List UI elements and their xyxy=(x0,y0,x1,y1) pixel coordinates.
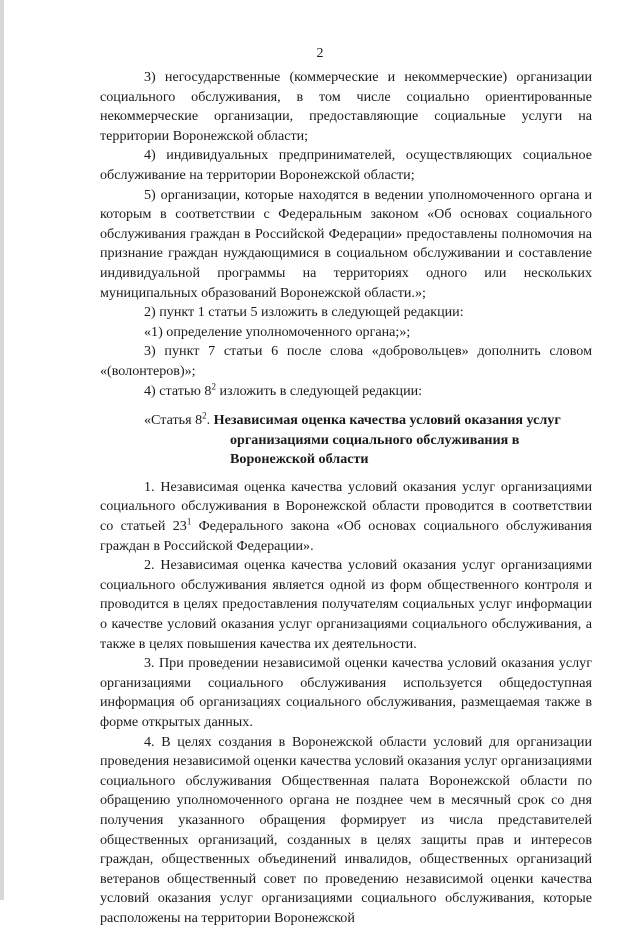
article-paragraph-3: 3. При проведении независимой оценки качества условий оказания услуг организациями социального обслуживания используется общедоступная информация об организациях социального обслуживания, размещаемая также в форме открытых данных. xyxy=(100,655,592,730)
paragraph-amend-4 xyxy=(100,382,592,402)
article-title-line1: Независимая оценка качества условий оказания услуг xyxy=(213,412,561,429)
item4-sup: 2 xyxy=(211,380,216,391)
article-paragraph-4: 4. В целях создания в Воронежской области условий для организации проведения независимой оценки качества условий оказания услуг организациями социального обслуживания Общественная палата Воронежской области по обращению уполномоченного органа не позднее чем в месячный срок со дня получения указанного обращения формирует из числа представителей общественных организаций, созданных в целях защиты прав и интересов граждан, общественных объединений инвалидов, общественных организаций ветеранов общественный совет по проведению независимой оценки качества условий оказания услуг организациями социального обслуживания, которые расположены на территории Воронежской xyxy=(100,733,592,926)
scan-edge xyxy=(0,0,4,900)
article-dot: . xyxy=(206,412,214,429)
paragraph-amend-2-text: «1) определение уполномоченного органа;»; xyxy=(144,323,411,340)
article-paragraph-1 xyxy=(100,478,592,556)
paragraph-amend-3: 3) пункт 7 статьи 6 после слова «добровольцев» дополнить словом «(волонтеров)»; xyxy=(100,343,592,379)
article-prefix: «Статья 8 xyxy=(144,412,203,429)
paragraph-amend-2: 2) пункт 1 статьи 5 изложить в следующей редакции: xyxy=(144,304,464,321)
article-heading xyxy=(100,411,592,470)
paragraph-item-5: 5) организации, которые находятся в ведении уполномоченного органа и которым в соответствии с Федеральным законом «Об основах социального обслуживания граждан в Российской Федерации» предоставлены полномочия на признание граждан нуждающимися в социальном обслуживании и составление индивидуальной программы на территориях одного или нескольких муниципальных образований Воронежской области.»; xyxy=(100,186,592,301)
page-number: 2 xyxy=(316,46,324,61)
article-title-rest: организациями социального обслуживания в Воронежской области xyxy=(230,431,520,468)
article-heading-line1 xyxy=(144,411,592,431)
paragraph-item-4: 4) индивидуальных предпринимателей, осуществляющих социальное обслуживание на территории Воронежской области; xyxy=(100,147,592,183)
article-paragraph-2: 2. Независимая оценка качества условий оказания услуг организациями социального обслуживания является одной из форм общественного контроля и проводится в целях предоставления получателям социальных услуг информации о качестве условий оказания услуг организациями социального обслуживания, а также в целях повышения качества их деятельности. xyxy=(100,557,592,652)
item4-before: 4) статью 8 xyxy=(144,382,212,399)
paragraph-item-3: 3) негосударственные (коммерческие и некоммерческие) организации социального обслуживания, в том числе социально ориентированные некоммерческие организации, предоставляющие социальные услуги на территории Воронежской области; xyxy=(100,69,592,144)
item4-after: изложить в следующей редакции: xyxy=(215,382,423,399)
article-p1-sup: 1 xyxy=(186,516,192,527)
article-p1-before: 1. Независимая оценка качества условий оказания услуг организациями социального обслуживания в Воронежской области проводится в соответствии со статьей 23 xyxy=(100,478,592,535)
article-sup: 2 xyxy=(202,410,207,421)
document-body xyxy=(100,68,592,929)
article-p1-after: Федерального закона «Об основах социального обслуживания граждан в Российской Федерации». xyxy=(100,518,592,554)
